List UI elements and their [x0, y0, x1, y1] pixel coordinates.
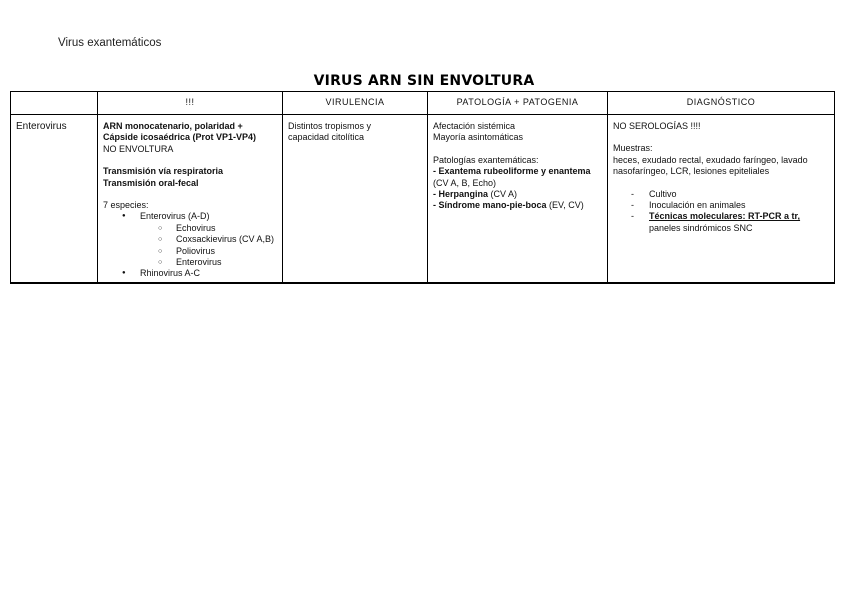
- list-item: ○ Poliovirus: [140, 246, 277, 257]
- patologia-line: Afectación sistémica: [433, 121, 516, 131]
- species-enterovirus-ad: Enterovirus (A-D): [140, 211, 210, 222]
- muestras-label: Muestras:: [613, 143, 653, 154]
- genome-text: ARN monocatenario, polaridad +: [103, 121, 243, 131]
- header-diagnostico: DIAGNÓSTICO: [608, 92, 835, 115]
- item-bold: Herpangina: [438, 189, 489, 200]
- species-sublist: [140, 223, 277, 269]
- list-item: [103, 211, 277, 268]
- header-row: [11, 92, 835, 115]
- species-label: 7 especies:: [103, 200, 149, 211]
- list-item: ○ Coxsackievirus (CV A,B): [140, 234, 277, 245]
- envelope-text: NO ENVOLTURA: [103, 143, 174, 154]
- list-item: ○ Echovirus: [140, 223, 277, 234]
- virus-table: [10, 91, 835, 284]
- no-serologias: NO SEROLOGÍAS !!!!: [613, 121, 701, 131]
- patologia-cell: [428, 115, 608, 283]
- header-virus: [11, 92, 98, 115]
- diagnostico-cell: [608, 115, 835, 283]
- patologia-line: Mayoría asintomáticas: [433, 132, 524, 143]
- syndromic-panels: paneles sindrómicos SNC: [649, 222, 753, 233]
- item-detail: (EV, CV): [546, 200, 584, 211]
- item-prefix: -: [433, 189, 439, 200]
- item-bold: - Exantema rubeoliforme y enantema: [433, 166, 591, 177]
- list-item: [433, 166, 602, 189]
- table-row: [11, 115, 835, 283]
- header-features: !!!: [98, 92, 283, 115]
- molecular-techniques: Técnicas moleculares: RT-PCR a tr,: [649, 211, 801, 222]
- header-patologia: PATOLOGÍA + PATOGENIA: [428, 92, 608, 115]
- virulencia-line: Distintos tropismos y: [288, 121, 372, 131]
- virus-name: Enterovirus: [16, 121, 67, 132]
- transmission-respiratory: Transmisión vía respiratoria: [103, 166, 224, 177]
- list-item: ○ Enterovirus: [140, 257, 277, 268]
- patologia-subheading: Patologías exantemáticas:: [433, 154, 539, 165]
- species-list: [103, 211, 277, 279]
- item-detail: (CV A): [488, 189, 518, 200]
- item-bold: Síndrome mano-pie-boca: [438, 200, 547, 211]
- list-item: - Cultivo: [613, 189, 829, 200]
- list-item: [433, 200, 602, 211]
- header-virulencia: VIRULENCIA: [283, 92, 428, 115]
- muestras-text: heces, exudado rectal, exudado faríngeo, lavado nasofaríngeo, LCR, lesiones epiteliales: [613, 154, 808, 177]
- capsid-text: Cápside icosaédrica (Prot VP1-VP4): [103, 132, 257, 143]
- virulencia-line: capacidad citolítica: [288, 132, 365, 143]
- document-title: Virus exantemáticos: [58, 37, 162, 49]
- methods-list: [613, 189, 829, 235]
- features-cell: [98, 115, 283, 283]
- item-detail: (CV A, B, Echo): [433, 177, 497, 188]
- list-item: - Inoculación en animales: [613, 200, 829, 211]
- list-item: [613, 211, 829, 234]
- transmission-oral-fecal: Transmisión oral-fecal: [103, 177, 199, 188]
- virus-name-cell: [11, 115, 98, 283]
- item-prefix: -: [433, 200, 439, 211]
- table-heading: VIRUS ARN SIN ENVOLTURA: [313, 73, 535, 89]
- list-item: [433, 189, 602, 200]
- virulencia-cell: [283, 115, 428, 283]
- list-item: ● Rhinovirus A-C: [103, 268, 277, 279]
